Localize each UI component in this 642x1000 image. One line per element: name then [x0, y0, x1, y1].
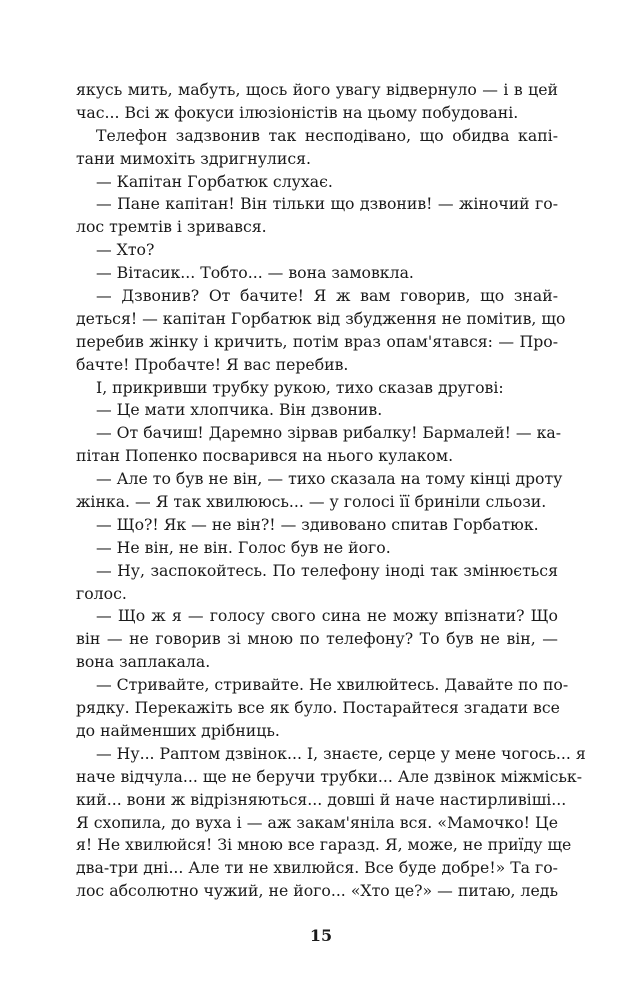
text-line: вона заплакала. — [76, 652, 211, 672]
text-line: лос тремтів і зривався. — [76, 217, 267, 237]
text-line: голос. — [76, 583, 127, 603]
text-line: час... Всі ж фокуси ілюзіоністів на цьому побудовані. — [76, 102, 519, 122]
text-line: пітан Попенко посварився на нього кулаком. — [76, 446, 454, 466]
text-line: — Хто? — [96, 240, 155, 260]
text-line: — Це мати хлопчика. Він дзвонив. — [96, 400, 383, 420]
text-line: — Стривайте, стривайте. Не хвилюйтесь. Давайте по по- — [96, 675, 569, 695]
text-line: І, прикривши трубку рукою, тихо сказав другові: — [96, 377, 504, 397]
text-line: — Вітасик... Тобто... — вона замовкла. — [96, 263, 414, 283]
text-line: я! Не хвилюйся! Зі мною все гаразд. Я, може, не приїду ще — [76, 835, 572, 855]
page-text — [76, 79, 586, 903]
text-line: Телефон задзвонив так несподівано, що обидва капі- — [96, 125, 558, 145]
text-line: наче відчула... ще не беручи трубки... Але дзвінок міжміськ- — [76, 766, 582, 786]
text-line: — Не він, не він. Голос був не його. — [96, 537, 391, 557]
text-line: — Пане капітан! Він тільки що дзвонив! — жіночий го- — [96, 194, 558, 214]
text-line: до найменших дрібниць. — [76, 720, 280, 740]
text-line: бачте! Пробачте! Я вас перебив. — [76, 354, 349, 374]
text-line: перебив жінку і кричить, потім враз опам'ятався: — Про- — [76, 331, 558, 351]
text-line: — Ну... Раптом дзвінок... І, знаєте, серце у мене чогось... я — [96, 743, 586, 763]
text-line: якусь мить, мабуть, щось його увагу відвернуло — і в цей — [76, 80, 558, 99]
text-line: — Що ж я — голосу свого сина не можу впізнати? Що — [96, 606, 558, 626]
text-line: — От бачиш! Даремно зірвав рибалку! Бармалей! — ка- — [96, 423, 562, 443]
text-line: деться! — капітан Горбатюк від збудження не помітив, що — [76, 308, 566, 328]
text-line: — Ну, заспокойтесь. По телефону іноді так змінюється — [96, 560, 558, 580]
text-line: — Що?! Як — не він?! — здивовано спитав Горбатюк. — [96, 514, 539, 534]
text-line: лос абсолютно чужий, не його... «Хто це?» — питаю, ледь — [76, 881, 558, 901]
text-line: кий... вони ж відрізняються... довші й наче настирливіші... — [76, 789, 567, 809]
text-line: рядку. Перекажіть все як було. Постарайтеся згадати все — [76, 698, 560, 718]
page-number: 15 — [309, 926, 333, 945]
text-line: він — не говорив зі мною по телефону? То був не він, — — [76, 629, 558, 649]
text-line: — Капітан Горбатюк слухає. — [96, 171, 333, 191]
text-line: жінка. — Я так хвилююсь... — у голосі її бриніли сльози. — [76, 492, 547, 512]
text-line: два-три дні... Але ти не хвилюйся. Все буде добре!» Та го- — [76, 858, 558, 878]
text-line: тани мимохіть здригнулися. — [76, 148, 312, 168]
text-line: Я схопила, до вуха і — аж закам'яніла вся. «Мамочко! Це — [76, 812, 558, 832]
text-line: — Але то був не він, — тихо сказала на тому кінці дроту — [96, 469, 563, 489]
text-line: — Дзвонив? От бачите! Я ж вам говорив, що знай- — [96, 286, 558, 306]
